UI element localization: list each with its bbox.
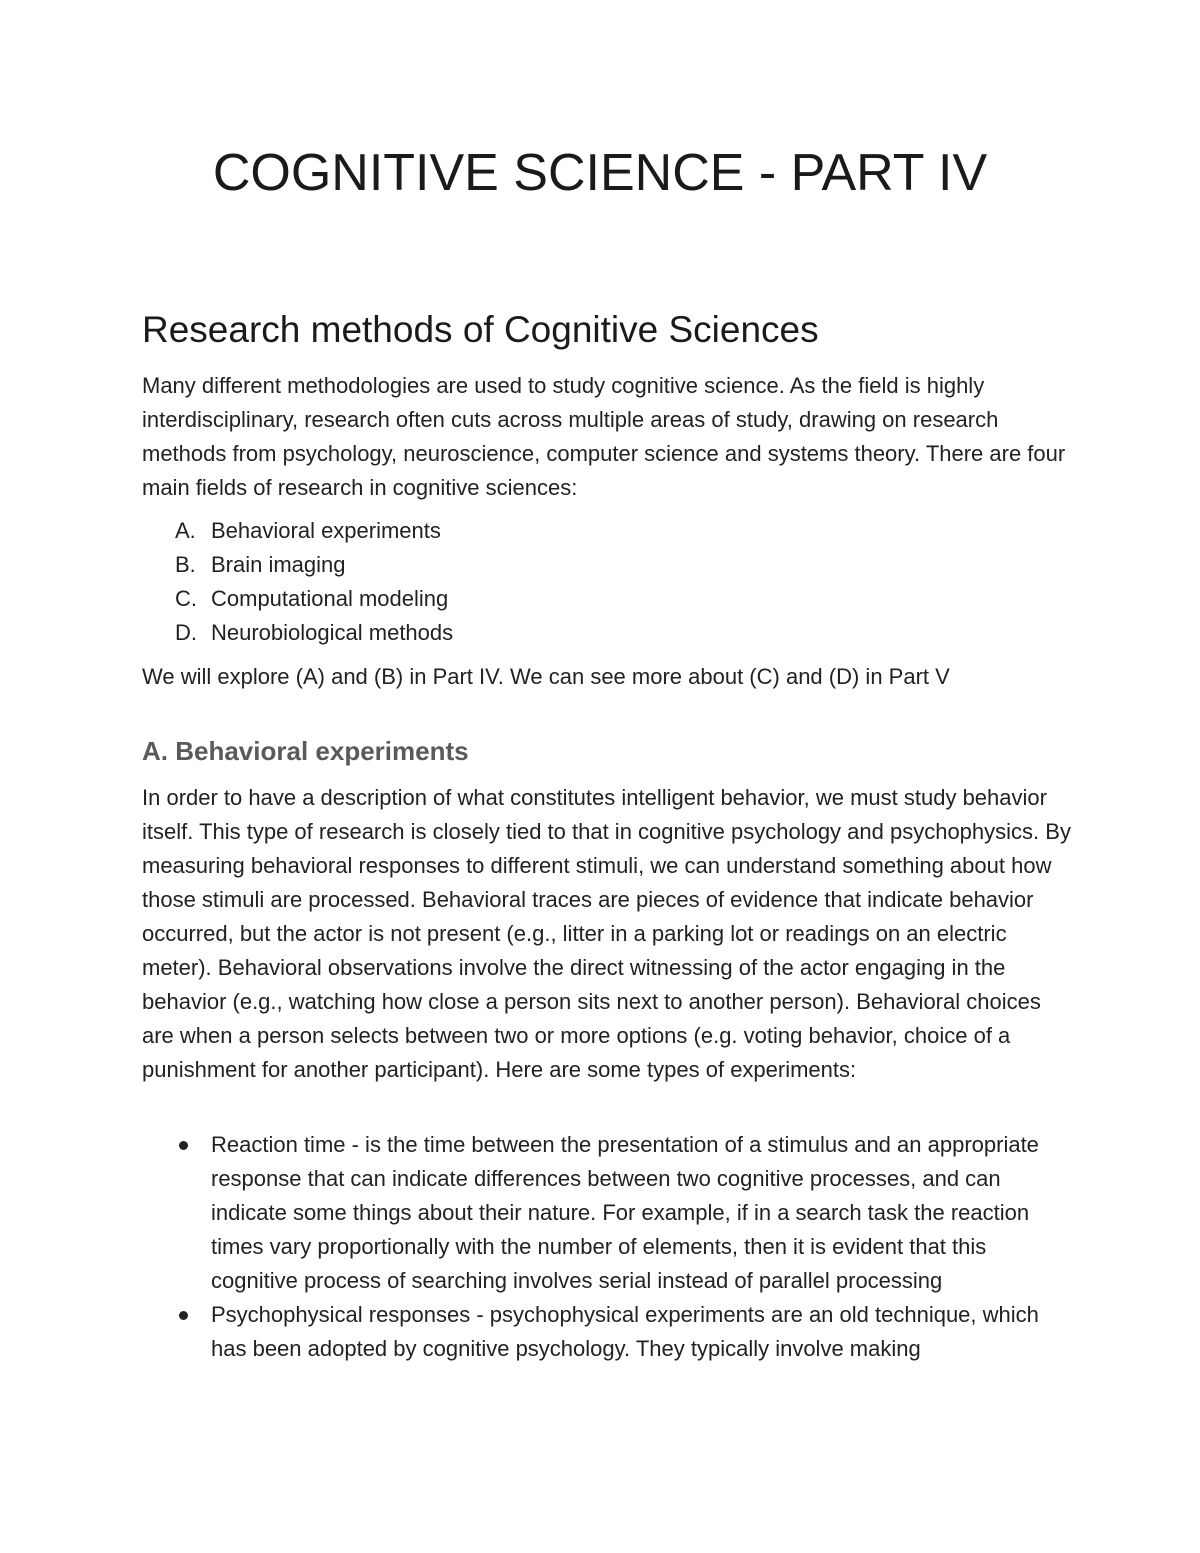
list-item: [142, 548, 453, 582]
list-marker: B.: [175, 552, 196, 577]
bullet-icon: [179, 1311, 188, 1320]
experiment-types-list: [142, 1128, 1072, 1366]
list-item-text: Reaction time - is the time between the presentation of a stimulus and an appropriate response that can indicate differences between two cognitive processes, and can indicate some things about their nature. For example, if in a search task the reaction times vary proportionally with the number of elements, then it is evident that this cognitive process of searching involves serial instead of parallel processing: [211, 1132, 1039, 1293]
subsection-heading: A. Behavioral experiments: [142, 736, 469, 766]
list-item: [142, 616, 453, 650]
document-title: COGNITIVE SCIENCE - PART IV: [212, 144, 988, 202]
list-item-text: Psychophysical responses - psychophysical experiments are an old technique, which has been adopted by cognitive psychology. They typically involve making: [211, 1302, 1039, 1361]
bullet-icon: [179, 1141, 188, 1150]
list-marker: C.: [175, 586, 197, 611]
list-item-text: Behavioral experiments: [211, 518, 441, 543]
list-marker: A.: [175, 518, 196, 543]
list-marker: D.: [175, 620, 197, 645]
list-item: [142, 514, 453, 548]
explore-note: We will explore (A) and (B) in Part IV. We can see more about (C) and (D) in Part V: [142, 664, 950, 689]
list-item-text: Brain imaging: [211, 552, 346, 577]
list-item: [142, 1298, 1072, 1366]
list-item: [142, 1128, 1072, 1298]
list-item: [142, 582, 453, 616]
intro-paragraph: Many different methodologies are used to study cognitive science. As the field is highly interdisciplinary, research often cuts across multiple areas of study, drawing on research methods from psychology, neuroscience, computer science and systems theory. There are four main fields of research in cognitive sciences:: [142, 373, 1066, 500]
list-item-text: Neurobiological methods: [211, 620, 454, 645]
research-fields-list: [142, 514, 453, 650]
behavioral-paragraph: In order to have a description of what constitutes intelligent behavior, we must study behavior itself. This type of research is closely tied to that in cognitive psychology and psychophysics. By measuring behavioral responses to different stimuli, we can understand something about how those stimuli are processed. Behavioral traces are pieces of evidence that indicate behavior occurred, but the actor is not present (e.g., litter in a parking lot or readings on an electric meter). Behavioral observations involve the direct witnessing of the actor engaging in the behavior (e.g., watching how close a person sits next to another person). Behavioral choices are when a person selects between two or more options (e.g. voting behavior, choice of a punishment for another participant). Here are some types of experiments:: [142, 785, 1071, 1082]
section-heading: Research methods of Cognitive Sciences: [142, 309, 819, 350]
list-item-text: Computational modeling: [211, 586, 449, 611]
